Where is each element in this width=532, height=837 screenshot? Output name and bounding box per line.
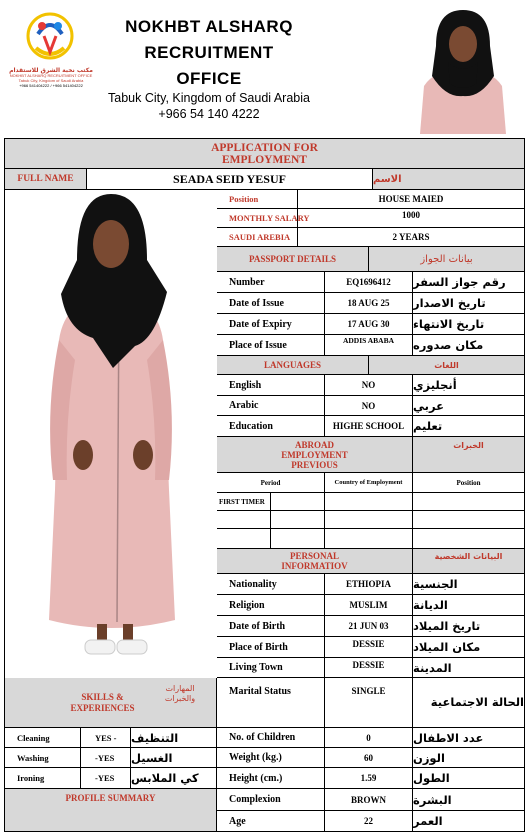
abroad-cell — [271, 493, 325, 511]
document-header — [0, 0, 532, 140]
position-label: Position — [217, 190, 298, 209]
abroad-cell — [413, 493, 525, 511]
passport-row-value: 17 AUG 30 — [325, 314, 413, 335]
passport-header-ar: بيانات الجواز — [369, 247, 525, 272]
skill-row-label-ar: كي الملابس — [131, 768, 217, 789]
office-name — [86, 14, 332, 92]
abroad-cell — [325, 511, 413, 529]
personal-row-value: 21 JUN 03 — [325, 616, 413, 637]
abroad-cell — [217, 529, 271, 549]
height-label-ar: الطول — [413, 768, 525, 789]
personal-row-label-ar: الديانة — [413, 595, 525, 616]
complexion-label: Complexion — [217, 789, 325, 811]
language-row-value: NO — [325, 396, 413, 416]
personal-row-label-ar: المدينة — [413, 658, 525, 678]
full-name-value: SEADA SEID YESUF — [87, 169, 373, 190]
logo-tagline: Tabuk City, Kingdom of Saudi Arabia — [18, 78, 84, 83]
marital-label: Marital Status — [217, 678, 325, 728]
profile-summary-header: PROFILE SUMMARY — [5, 789, 217, 832]
abroad-col-period: Period — [217, 473, 325, 493]
applicant-photo-small — [414, 6, 512, 134]
full-name-label-ar: الاسم — [373, 169, 525, 190]
language-row-label: Arabic — [217, 396, 325, 416]
salary-value: 1000 — [298, 209, 525, 228]
abroad-col-country: Country of Employment — [325, 473, 413, 493]
skill-row-value: YES - — [81, 728, 131, 748]
languages-header-ar: اللغات — [369, 356, 525, 375]
passport-row-label-ar: مكان صدوره — [413, 335, 525, 356]
personal-row-value: ETHIOPIA — [325, 574, 413, 595]
office-name-line2: RECRUITMENT — [144, 43, 274, 62]
skill-row-label: Ironing — [5, 768, 81, 789]
logo-text-en: NOKHBT ALSHARQ RECRUITMENT OFFICE — [9, 73, 93, 78]
passport-row-label: Date of Expiry — [217, 314, 325, 335]
abroad-row-first-timer: FIRST TIMER — [217, 493, 271, 511]
height-label: Height (cm.) — [217, 768, 325, 789]
abroad-cell — [271, 529, 325, 549]
complexion-label-ar: البشرة — [413, 789, 525, 811]
abroad-cell — [271, 511, 325, 529]
skills-header-ar: المهارات والخبرات — [164, 684, 196, 703]
language-row-label: English — [217, 375, 325, 396]
office-name-line3: OFFICE — [176, 69, 242, 88]
skill-row-value: -YES — [81, 748, 131, 768]
saudi-label: SAUDI AREBIA — [217, 228, 298, 247]
passport-row-value: 18 AUG 25 — [325, 293, 413, 314]
personal-row-label: Date of Birth — [217, 616, 325, 637]
abroad-cell — [325, 493, 413, 511]
language-row-label-ar: تعليم — [413, 416, 525, 437]
abroad-cell — [217, 511, 271, 529]
personal-row-value: DESSIE — [325, 637, 413, 658]
abroad-header-ar: الخبرات — [413, 437, 525, 473]
abroad-cell — [413, 529, 525, 549]
passport-row-label-ar: تاريخ الانتهاء — [413, 314, 525, 335]
personal-row-value: DESSIE — [325, 658, 413, 678]
applicant-photo-large — [5, 190, 217, 678]
address-line: Tabuk City, Kingdom of Saudi Arabia — [108, 91, 310, 105]
logo-phone: +966 541404222 / +966 541404222 — [19, 83, 83, 88]
passport-row-label: Number — [217, 272, 325, 293]
skill-row-value: -YES — [81, 768, 131, 789]
office-name-line1: NOKHBT ALSHARQ — [125, 17, 293, 36]
personal-row-label-ar: مكان الميلاد — [413, 637, 525, 658]
position-value: HOUSE MAIED — [298, 190, 525, 209]
personal-row-label-ar: تاريخ الميلاد — [413, 616, 525, 637]
age-label: Age — [217, 811, 325, 832]
skills-header: SKILLS & EXPERIENCES — [5, 678, 217, 728]
phone-line: +966 54 140 4222 — [158, 107, 260, 121]
personal-row-label: Place of Birth — [217, 637, 325, 658]
children-label-ar: عدد الاطفال — [413, 728, 525, 748]
logo-text-ar: مكتب نخبة الشرق للاستقدام — [9, 67, 93, 74]
passport-row-value: EQ1696412 — [325, 272, 413, 293]
personal-header: PERSONAL INFORMATIOV — [217, 549, 413, 574]
personal-row-label: Religion — [217, 595, 325, 616]
passport-row-label: Date of Issue — [217, 293, 325, 314]
personal-row-label: Nationality — [217, 574, 325, 595]
logo-caption — [6, 68, 96, 88]
marital-label-ar: الحالة الاجتماعية — [413, 678, 525, 728]
personal-row-value: MUSLIM — [325, 595, 413, 616]
language-row-label-ar: أنجليزي — [413, 375, 525, 396]
passport-header: PASSPORT DETAILS — [217, 247, 369, 272]
language-row-label-ar: عربي — [413, 396, 525, 416]
passport-row-value: ADDIS ABABA — [325, 335, 413, 356]
abroad-col-position: Position — [413, 473, 525, 493]
age-value: 22 — [325, 811, 413, 832]
passport-row-label: Place of Issue — [217, 335, 325, 356]
personal-row-label-ar: الجنسية — [413, 574, 525, 595]
languages-header: LANGUAGES — [217, 356, 369, 375]
language-row-value: HIGHE SCHOOL — [325, 416, 413, 437]
age-label-ar: العمر — [413, 811, 525, 832]
marital-value: SINGLE — [325, 678, 413, 728]
abroad-cell — [413, 511, 525, 529]
form-title: APPLICATION FOR EMPLOYMENT — [5, 139, 525, 169]
weight-value: 60 — [325, 748, 413, 768]
skill-row-label-ar: التنظيف — [131, 728, 217, 748]
weight-label: Weight (kg.) — [217, 748, 325, 768]
skill-row-label-ar: الغسيل — [131, 748, 217, 768]
complexion-value: BROWN — [325, 789, 413, 811]
children-label: No. of Children — [217, 728, 325, 748]
passport-row-label-ar: رقم جواز السفر — [413, 272, 525, 293]
height-value: 1.59 — [325, 768, 413, 789]
abroad-cell — [325, 529, 413, 549]
children-value: 0 — [325, 728, 413, 748]
full-name-label: FULL NAME — [5, 169, 87, 190]
skill-row-label: Washing — [5, 748, 81, 768]
salary-label: MONTHLY SALARY — [217, 209, 298, 228]
application-form — [4, 138, 525, 832]
applicant-full-body-icon — [5, 190, 217, 678]
passport-row-label-ar: تاريخ الاصدار — [413, 293, 525, 314]
language-row-label: Education — [217, 416, 325, 437]
abroad-header: ABROAD EMPLOYMENT PREVIOUS — [217, 437, 413, 473]
saudi-value: 2 YEARS — [298, 228, 525, 247]
skill-row-label: Cleaning — [5, 728, 81, 748]
weight-label-ar: الوزن — [413, 748, 525, 768]
office-address — [86, 90, 332, 122]
language-row-value: NO — [325, 375, 413, 396]
personal-row-label: Living Town — [217, 658, 325, 678]
personal-header-ar: البيانات الشخصية — [413, 549, 525, 574]
